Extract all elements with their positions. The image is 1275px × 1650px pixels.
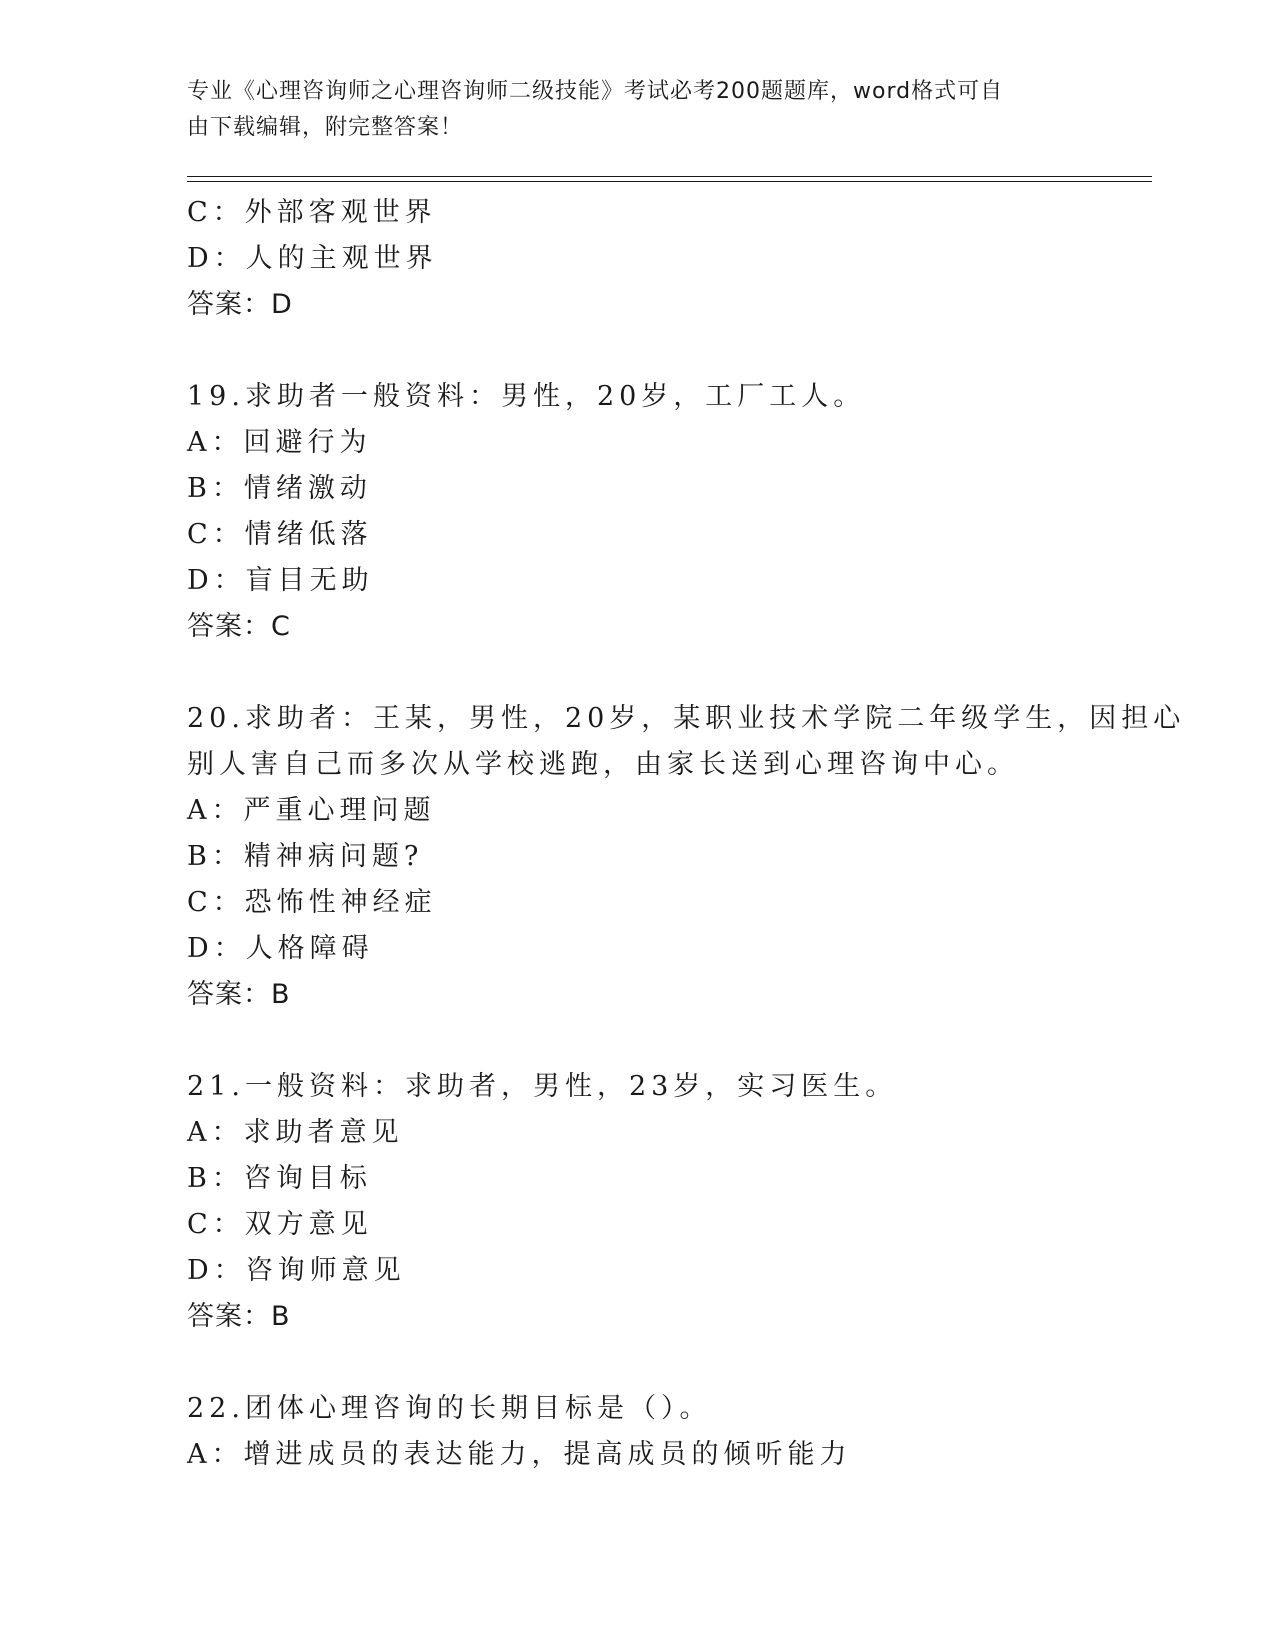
header-line-2: 由下载编辑，附完整答案！ — [187, 115, 464, 140]
question-stem-line-2: 别人害自己而多次从学校逃跑，由家长送到心理咨询中心。 — [187, 749, 1019, 780]
question-19-block — [187, 374, 1117, 650]
option-c: C：恐怖性神经症 — [187, 887, 437, 918]
option-c: C：双方意见 — [187, 1209, 373, 1240]
option-a: A：严重心理问题 — [187, 795, 436, 826]
option-c: C：情绪低落 — [187, 519, 373, 550]
option-b: B：咨询目标 — [187, 1163, 372, 1194]
answer-line: 答案：D — [187, 289, 293, 320]
question-stem: 22.团体心理咨询的长期目标是（）。 — [187, 1393, 712, 1424]
answer-line: 答案：C — [187, 611, 291, 642]
spacer — [187, 1018, 1117, 1064]
answer-line: 答案：B — [187, 979, 291, 1010]
option-d: D：盲目无助 — [187, 565, 374, 596]
question-22-block — [187, 1386, 1117, 1478]
option-d: D：咨询师意见 — [187, 1255, 406, 1286]
option-a: A：增进成员的表达能力，提高成员的倾听能力 — [187, 1439, 852, 1470]
question-20-block — [187, 696, 1186, 1018]
option-a: A：求助者意见 — [187, 1117, 404, 1148]
header-line-1: 专业《心理咨询师之心理咨询师二级技能》考试必考200题题库，word格式可自 — [187, 79, 1004, 104]
question-stem: 19.求助者一般资料：男性，20岁，工厂工人。 — [187, 381, 866, 412]
question-21-block — [187, 1064, 1117, 1340]
option-d: D：人的主观世界 — [187, 243, 438, 274]
answer-line: 答案：B — [187, 1301, 291, 1332]
question-content — [187, 190, 1186, 1478]
option-b: B：精神病问题? — [187, 841, 424, 872]
option-d: D：人格障碍 — [187, 933, 374, 964]
question-stem-line-1: 20.求助者：王某，男性，20岁，某职业技术学院二年级学生，因担心 — [187, 703, 1186, 734]
spacer — [187, 650, 1117, 696]
question-stem: 21.一般资料：求助者，男性，23岁，实习医生。 — [187, 1071, 898, 1102]
spacer — [187, 328, 1117, 374]
header-rule-top — [187, 176, 1152, 177]
spacer — [187, 1340, 1117, 1386]
option-b: B：情绪激动 — [187, 473, 372, 504]
previous-question-block — [187, 190, 1117, 328]
option-a: A：回避行为 — [187, 427, 372, 458]
option-c: C：外部客观世界 — [187, 197, 437, 228]
header-rule-bottom — [187, 181, 1152, 182]
document-header — [187, 74, 1067, 146]
